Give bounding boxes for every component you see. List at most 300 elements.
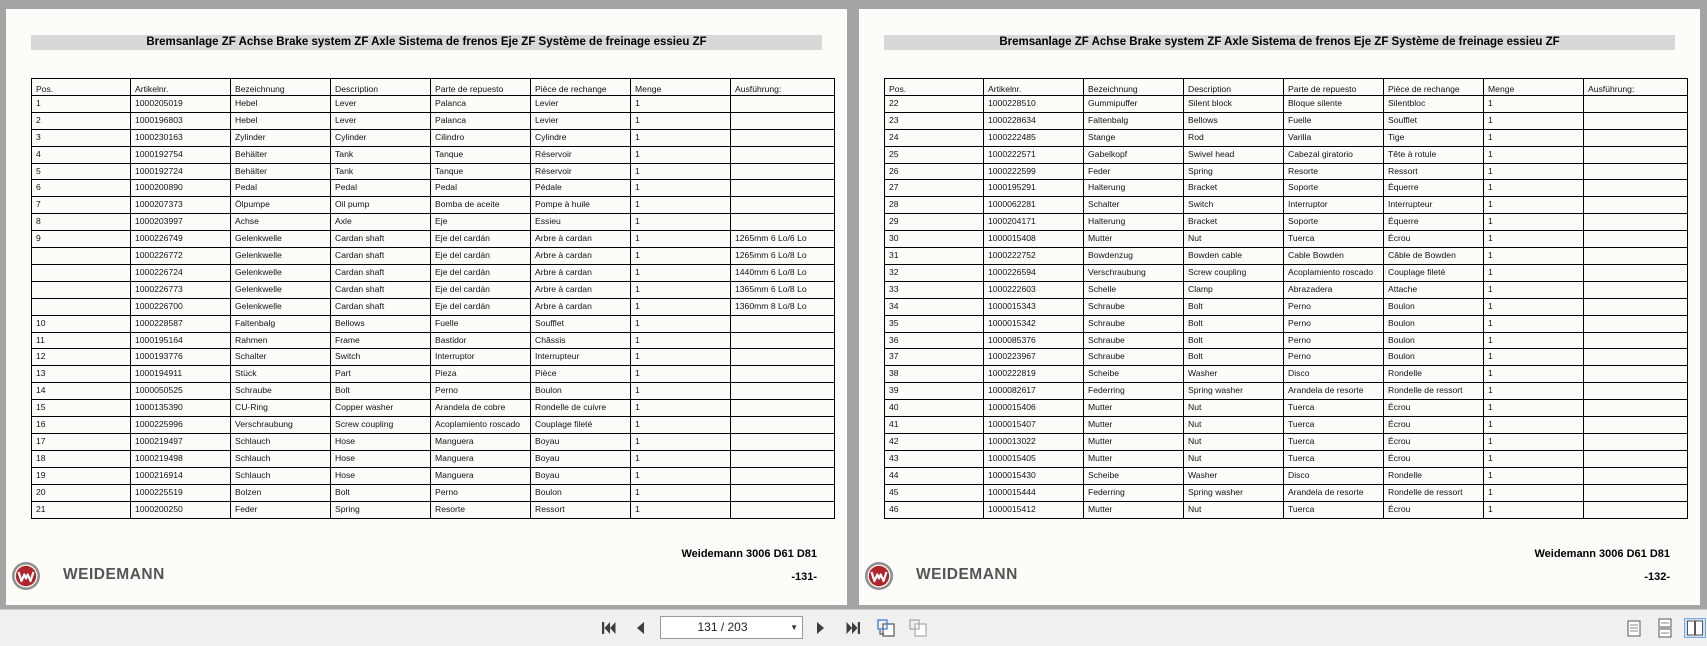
table-body [32,95,835,518]
table-cell: Oil pump [331,197,431,214]
table-cell [731,214,835,231]
table-cell: Cylinder [331,129,431,146]
column-header: Description [1184,79,1284,96]
column-header: Artikelnr. [984,79,1084,96]
table-cell: Rondelle de cuivre [531,400,631,417]
table-cell: Bowdenzug [1084,248,1184,265]
first-page-icon[interactable] [599,618,619,638]
table-row [32,197,835,214]
table-cell: Gelenkwelle [231,298,331,315]
table-cell: Gelenkwelle [231,281,331,298]
table-cell [731,349,835,366]
table-cell: Attache [1384,281,1484,298]
table-cell: Achse [231,214,331,231]
table-cell: Mutter [1084,450,1184,467]
table-cell [731,95,835,112]
table-cell [731,501,835,518]
table-cell: Arbre à cardan [531,248,631,265]
two-page-view-icon[interactable] [1684,618,1706,638]
table-cell: Perno [431,383,531,400]
table-cell: Nut [1184,417,1284,434]
table-cell: 1000226772 [131,248,231,265]
table-cell: Boulon [1384,315,1484,332]
table-row [885,163,1688,180]
table-cell: 1000192724 [131,163,231,180]
table-cell: Schraube [231,383,331,400]
table-cell: 1000222485 [984,129,1084,146]
table-row [32,467,835,484]
table-cell: 39 [885,383,984,400]
table-cell: 1000219498 [131,450,231,467]
table-cell: 1000082617 [984,383,1084,400]
table-cell: Rahmen [231,332,331,349]
table-row [32,281,835,298]
table-cell: 1 [631,349,731,366]
table-row [885,383,1688,400]
table-cell: Palanca [431,95,531,112]
table-row [32,146,835,163]
table-cell: Fuelle [1284,112,1384,129]
table-cell: Hebel [231,112,331,129]
table-cell: Boyau [531,467,631,484]
table-cell: 1000222603 [984,281,1084,298]
table-cell: Hose [331,450,431,467]
table-cell: 1 [631,264,731,281]
document-page-132 [859,9,1700,605]
table-row [885,332,1688,349]
table-cell: Bolt [1184,315,1284,332]
table-row [885,349,1688,366]
table-cell: Feder [1084,163,1184,180]
table-cell: Part [331,366,431,383]
last-page-icon[interactable] [843,618,863,638]
table-cell: Bastidor [431,332,531,349]
table-row [885,467,1688,484]
table-cell: 1000204171 [984,214,1084,231]
table-cell [1584,146,1688,163]
table-cell [1584,349,1688,366]
table-cell: Bracket [1184,180,1284,197]
table-cell: 1 [1484,95,1584,112]
table-cell: Disco [1284,366,1384,383]
table-cell [1584,298,1688,315]
table-cell: Interruptor [431,349,531,366]
table-cell: Halterung [1084,214,1184,231]
table-cell: Ressort [1384,163,1484,180]
table-cell: Bolt [331,484,431,501]
table-cell [731,366,835,383]
table-row [32,180,835,197]
table-cell: 1000200890 [131,180,231,197]
table-cell: 1000015408 [984,231,1084,248]
table-row [32,332,835,349]
table-cell: Frame [331,332,431,349]
table-cell: Perno [1284,298,1384,315]
table-cell: Boulon [531,484,631,501]
table-cell: Écrou [1384,450,1484,467]
table-cell: Eje [431,214,531,231]
table-cell: 1000200250 [131,501,231,518]
table-cell: Écrou [1384,231,1484,248]
table-cell: Arbre à cardan [531,298,631,315]
table-row [885,112,1688,129]
table-cell: Tuerca [1284,231,1384,248]
table-cell: 1000015405 [984,450,1084,467]
table-cell: Interruptor [1284,197,1384,214]
table-cell: Bolt [1184,332,1284,349]
table-cell: Perno [1284,315,1384,332]
table-cell: 1 [631,315,731,332]
table-cell: 38 [885,366,984,383]
table-cell: 1 [631,383,731,400]
table-cell: Bellows [1184,112,1284,129]
table-cell: Disco [1284,467,1384,484]
table-cell: 1365mm 6 Lo/8 Lo [731,281,835,298]
table-cell: 29 [885,214,984,231]
table-cell: Resorte [1284,163,1384,180]
table-row [885,214,1688,231]
table-cell: Washer [1184,366,1284,383]
table-cell: Acoplamiento roscado [431,417,531,434]
page-number-label: -131- [791,571,817,583]
table-cell: 32 [885,264,984,281]
table-cell: Stange [1084,129,1184,146]
table-cell: 1000228510 [984,95,1084,112]
table-cell: 43 [885,450,984,467]
table-cell: 2 [32,112,131,129]
table-cell: Ölpumpe [231,197,331,214]
table-cell: Screw coupling [1184,264,1284,281]
page-indicator: 131 / 203 [697,620,748,634]
table-cell: Interrupteur [1384,197,1484,214]
column-header: Parte de repuesto [431,79,531,96]
table-cell: 1000226773 [131,281,231,298]
table-cell: 23 [885,112,984,129]
table-row [32,400,835,417]
table-cell: 1 [631,298,731,315]
table-cell: 1 [1484,501,1584,518]
page-title: Bremsanlage ZF Achse Brake system ZF Axle Sistema de frenos Eje ZF Système de freinage essieu ZF [884,35,1675,50]
table-cell: Clamp [1184,281,1284,298]
table-cell: Eje del cardán [431,248,531,265]
table-cell [1584,281,1688,298]
table-cell: Écrou [1384,434,1484,451]
table-cell: Cabezal giratorio [1284,146,1384,163]
table-cell: 1000050525 [131,383,231,400]
table-cell: 5 [32,163,131,180]
next-page-icon[interactable] [811,618,831,638]
table-cell: 1000226700 [131,298,231,315]
table-cell: Gelenkwelle [231,264,331,281]
column-header: Bezeichnung [1084,79,1184,96]
table-cell: 1000194911 [131,366,231,383]
table-cell [1584,248,1688,265]
table-cell: Réservoir [531,163,631,180]
table-cell: 1 [1484,349,1584,366]
table-cell: Boyau [531,434,631,451]
table-cell: Gelenkwelle [231,248,331,265]
table-cell: 1000193776 [131,349,231,366]
page-number-input[interactable] [660,616,803,639]
table-row [32,484,835,501]
table-cell: Gelenkwelle [231,231,331,248]
rotate-icon[interactable] [876,618,896,638]
table-cell: 1000228587 [131,315,231,332]
table-cell [1584,332,1688,349]
table-cell: 1 [1484,400,1584,417]
table-cell: 1 [1484,163,1584,180]
table-cell: Cilindro [431,129,531,146]
table-row [32,264,835,281]
table-cell: 1 [1484,231,1584,248]
table-cell: 1 [1484,129,1584,146]
table-cell: Perno [1284,349,1384,366]
table-cell: Tête à rotule [1384,146,1484,163]
table-cell: 22 [885,95,984,112]
table-cell: Spring [1184,163,1284,180]
table-cell: 1 [1484,248,1584,265]
table-cell: Schraube [1084,349,1184,366]
table-cell: 1000195164 [131,332,231,349]
table-cell: Interrupteur [531,349,631,366]
table-cell: Lever [331,112,431,129]
table-cell: Câble de Bowden [1384,248,1484,265]
table-row [32,383,835,400]
table-cell: 44 [885,467,984,484]
table-cell: 1 [32,95,131,112]
table-cell: Spring washer [1184,383,1284,400]
table-cell [1584,366,1688,383]
table-cell: 1000225996 [131,417,231,434]
table-cell: 1 [631,163,731,180]
table-cell: Manguera [431,434,531,451]
table-cell: Feder [231,501,331,518]
table-cell: Resorte [431,501,531,518]
table-cell: Pieza [431,366,531,383]
table-cell: 17 [32,434,131,451]
table-cell: Silent block [1184,95,1284,112]
table-cell: 1000222599 [984,163,1084,180]
table-cell: Mutter [1084,434,1184,451]
table-cell: Acoplamiento roscado [1284,264,1384,281]
table-cell: Nut [1184,231,1284,248]
table-cell: 1 [631,281,731,298]
table-cell: Tuerca [1284,400,1384,417]
column-header: Description [331,79,431,96]
table-row [32,450,835,467]
table-cell [32,281,131,298]
table-cell: Schlauch [231,450,331,467]
table-cell [1584,484,1688,501]
table-row [32,366,835,383]
table-row [32,298,835,315]
table-cell: 1 [1484,281,1584,298]
table-cell: Couplage fileté [1384,264,1484,281]
viewer-toolbar [0,609,1707,646]
table-cell: 1000015342 [984,315,1084,332]
table-cell: Mutter [1084,501,1184,518]
table-cell: 1000015343 [984,298,1084,315]
table-cell: Bolt [1184,298,1284,315]
table-cell: Schraube [1084,332,1184,349]
table-cell: Écrou [1384,501,1484,518]
table-cell: Soporte [1284,214,1384,231]
table-cell: 41 [885,417,984,434]
table-cell: 1265mm 6 Lo/8 Lo [731,248,835,265]
table-cell: 6 [32,180,131,197]
table-cell: Scheibe [1084,366,1184,383]
table-cell: Cylindre [531,129,631,146]
column-header: Bezeichnung [231,79,331,96]
table-row [885,197,1688,214]
table-cell: Boulon [1384,349,1484,366]
table-row [885,248,1688,265]
table-cell [1584,95,1688,112]
table-cell: 1 [1484,214,1584,231]
table-cell: Spring washer [1184,484,1284,501]
table-cell: 1000225519 [131,484,231,501]
continuous-view-icon[interactable] [1655,618,1675,638]
export-icon[interactable] [908,618,928,638]
table-cell: Tank [331,146,431,163]
table-cell: 1 [631,180,731,197]
table-cell: 25 [885,146,984,163]
table-cell [731,434,835,451]
table-cell: 1360mm 8 Lo/8 Lo [731,298,835,315]
table-cell: 42 [885,434,984,451]
page-number-label: -132- [1644,571,1670,583]
table-cell: Perno [431,484,531,501]
table-cell: 1000135390 [131,400,231,417]
table-cell: 1 [1484,315,1584,332]
table-cell [731,197,835,214]
table-cell: Nut [1184,400,1284,417]
table-cell: Halterung [1084,180,1184,197]
table-cell [1584,180,1688,197]
table-cell: 30 [885,231,984,248]
table-cell: Cardan shaft [331,281,431,298]
table-cell [1584,383,1688,400]
table-cell: Nut [1184,450,1284,467]
table-cell: Rod [1184,129,1284,146]
table-cell: 1 [1484,180,1584,197]
table-cell: Stück [231,366,331,383]
table-cell: Switch [331,349,431,366]
weidemann-logo-icon [11,561,41,591]
table-cell: 1000195291 [984,180,1084,197]
table-cell: 1 [631,146,731,163]
table-cell [731,332,835,349]
table-cell: Rondelle [1384,467,1484,484]
table-cell [1584,264,1688,281]
table-cell: 1 [1484,146,1584,163]
table-cell: 1 [631,332,731,349]
table-cell: Silentbloc [1384,95,1484,112]
table-row [885,366,1688,383]
table-cell [731,163,835,180]
table-cell: 1 [631,197,731,214]
parts-table [31,78,835,519]
table-cell: 1000085376 [984,332,1084,349]
table-cell: Eje del cardán [431,298,531,315]
table-row [32,434,835,451]
table-cell: Bolzen [231,484,331,501]
table-row [32,95,835,112]
table-cell: Cardan shaft [331,248,431,265]
chevron-down-icon[interactable]: ▼ [790,623,798,632]
table-cell [731,180,835,197]
table-cell: Abrazadera [1284,281,1384,298]
table-cell [731,112,835,129]
table-cell: 1 [631,112,731,129]
previous-page-icon[interactable] [630,618,650,638]
table-cell [1584,112,1688,129]
table-cell: 14 [32,383,131,400]
table-cell: Tige [1384,129,1484,146]
table-cell [1584,231,1688,248]
table-cell: Behälter [231,163,331,180]
table-cell [1584,315,1688,332]
table-cell: 1000219497 [131,434,231,451]
table-cell: Switch [1184,197,1284,214]
table-row [885,484,1688,501]
model-label: Weidemann 3006 D61 D81 [681,548,817,560]
table-cell: Boulon [1384,332,1484,349]
table-row [32,417,835,434]
table-cell: Palanca [431,112,531,129]
table-cell: Verschraubung [231,417,331,434]
table-cell: 1000015406 [984,400,1084,417]
table-cell: Équerre [1384,214,1484,231]
table-cell: 1 [1484,417,1584,434]
table-cell: Zylinder [231,129,331,146]
table-row [32,231,835,248]
table-cell [1584,450,1688,467]
table-cell: Arbre à cardan [531,231,631,248]
table-cell: 45 [885,484,984,501]
table-cell: Boyau [531,450,631,467]
table-cell: Cardan shaft [331,231,431,248]
table-cell: Faltenbalg [231,315,331,332]
table-cell: 1 [631,231,731,248]
table-cell: Fuelle [431,315,531,332]
table-row [885,434,1688,451]
table-cell: Eje del cardán [431,231,531,248]
table-cell: Soufflet [531,315,631,332]
table-cell: 34 [885,298,984,315]
table-cell: 1 [1484,112,1584,129]
table-cell: Arandela de resorte [1284,383,1384,400]
table-cell [731,146,835,163]
single-page-view-icon[interactable] [1624,618,1644,638]
table-cell: Schalter [1084,197,1184,214]
table-cell: 1000222571 [984,146,1084,163]
table-cell: 40 [885,400,984,417]
table-cell: 11 [32,332,131,349]
column-header: Pos. [885,79,984,96]
table-cell [1584,501,1688,518]
table-cell: Mutter [1084,231,1184,248]
table-cell: 21 [32,501,131,518]
table-cell: Schraube [1084,298,1184,315]
table-cell: Écrou [1384,417,1484,434]
table-row [32,349,835,366]
table-cell [1584,467,1688,484]
table-cell: Rondelle de ressort [1384,484,1484,501]
table-cell: 35 [885,315,984,332]
table-cell: Axle [331,214,431,231]
table-cell: 28 [885,197,984,214]
